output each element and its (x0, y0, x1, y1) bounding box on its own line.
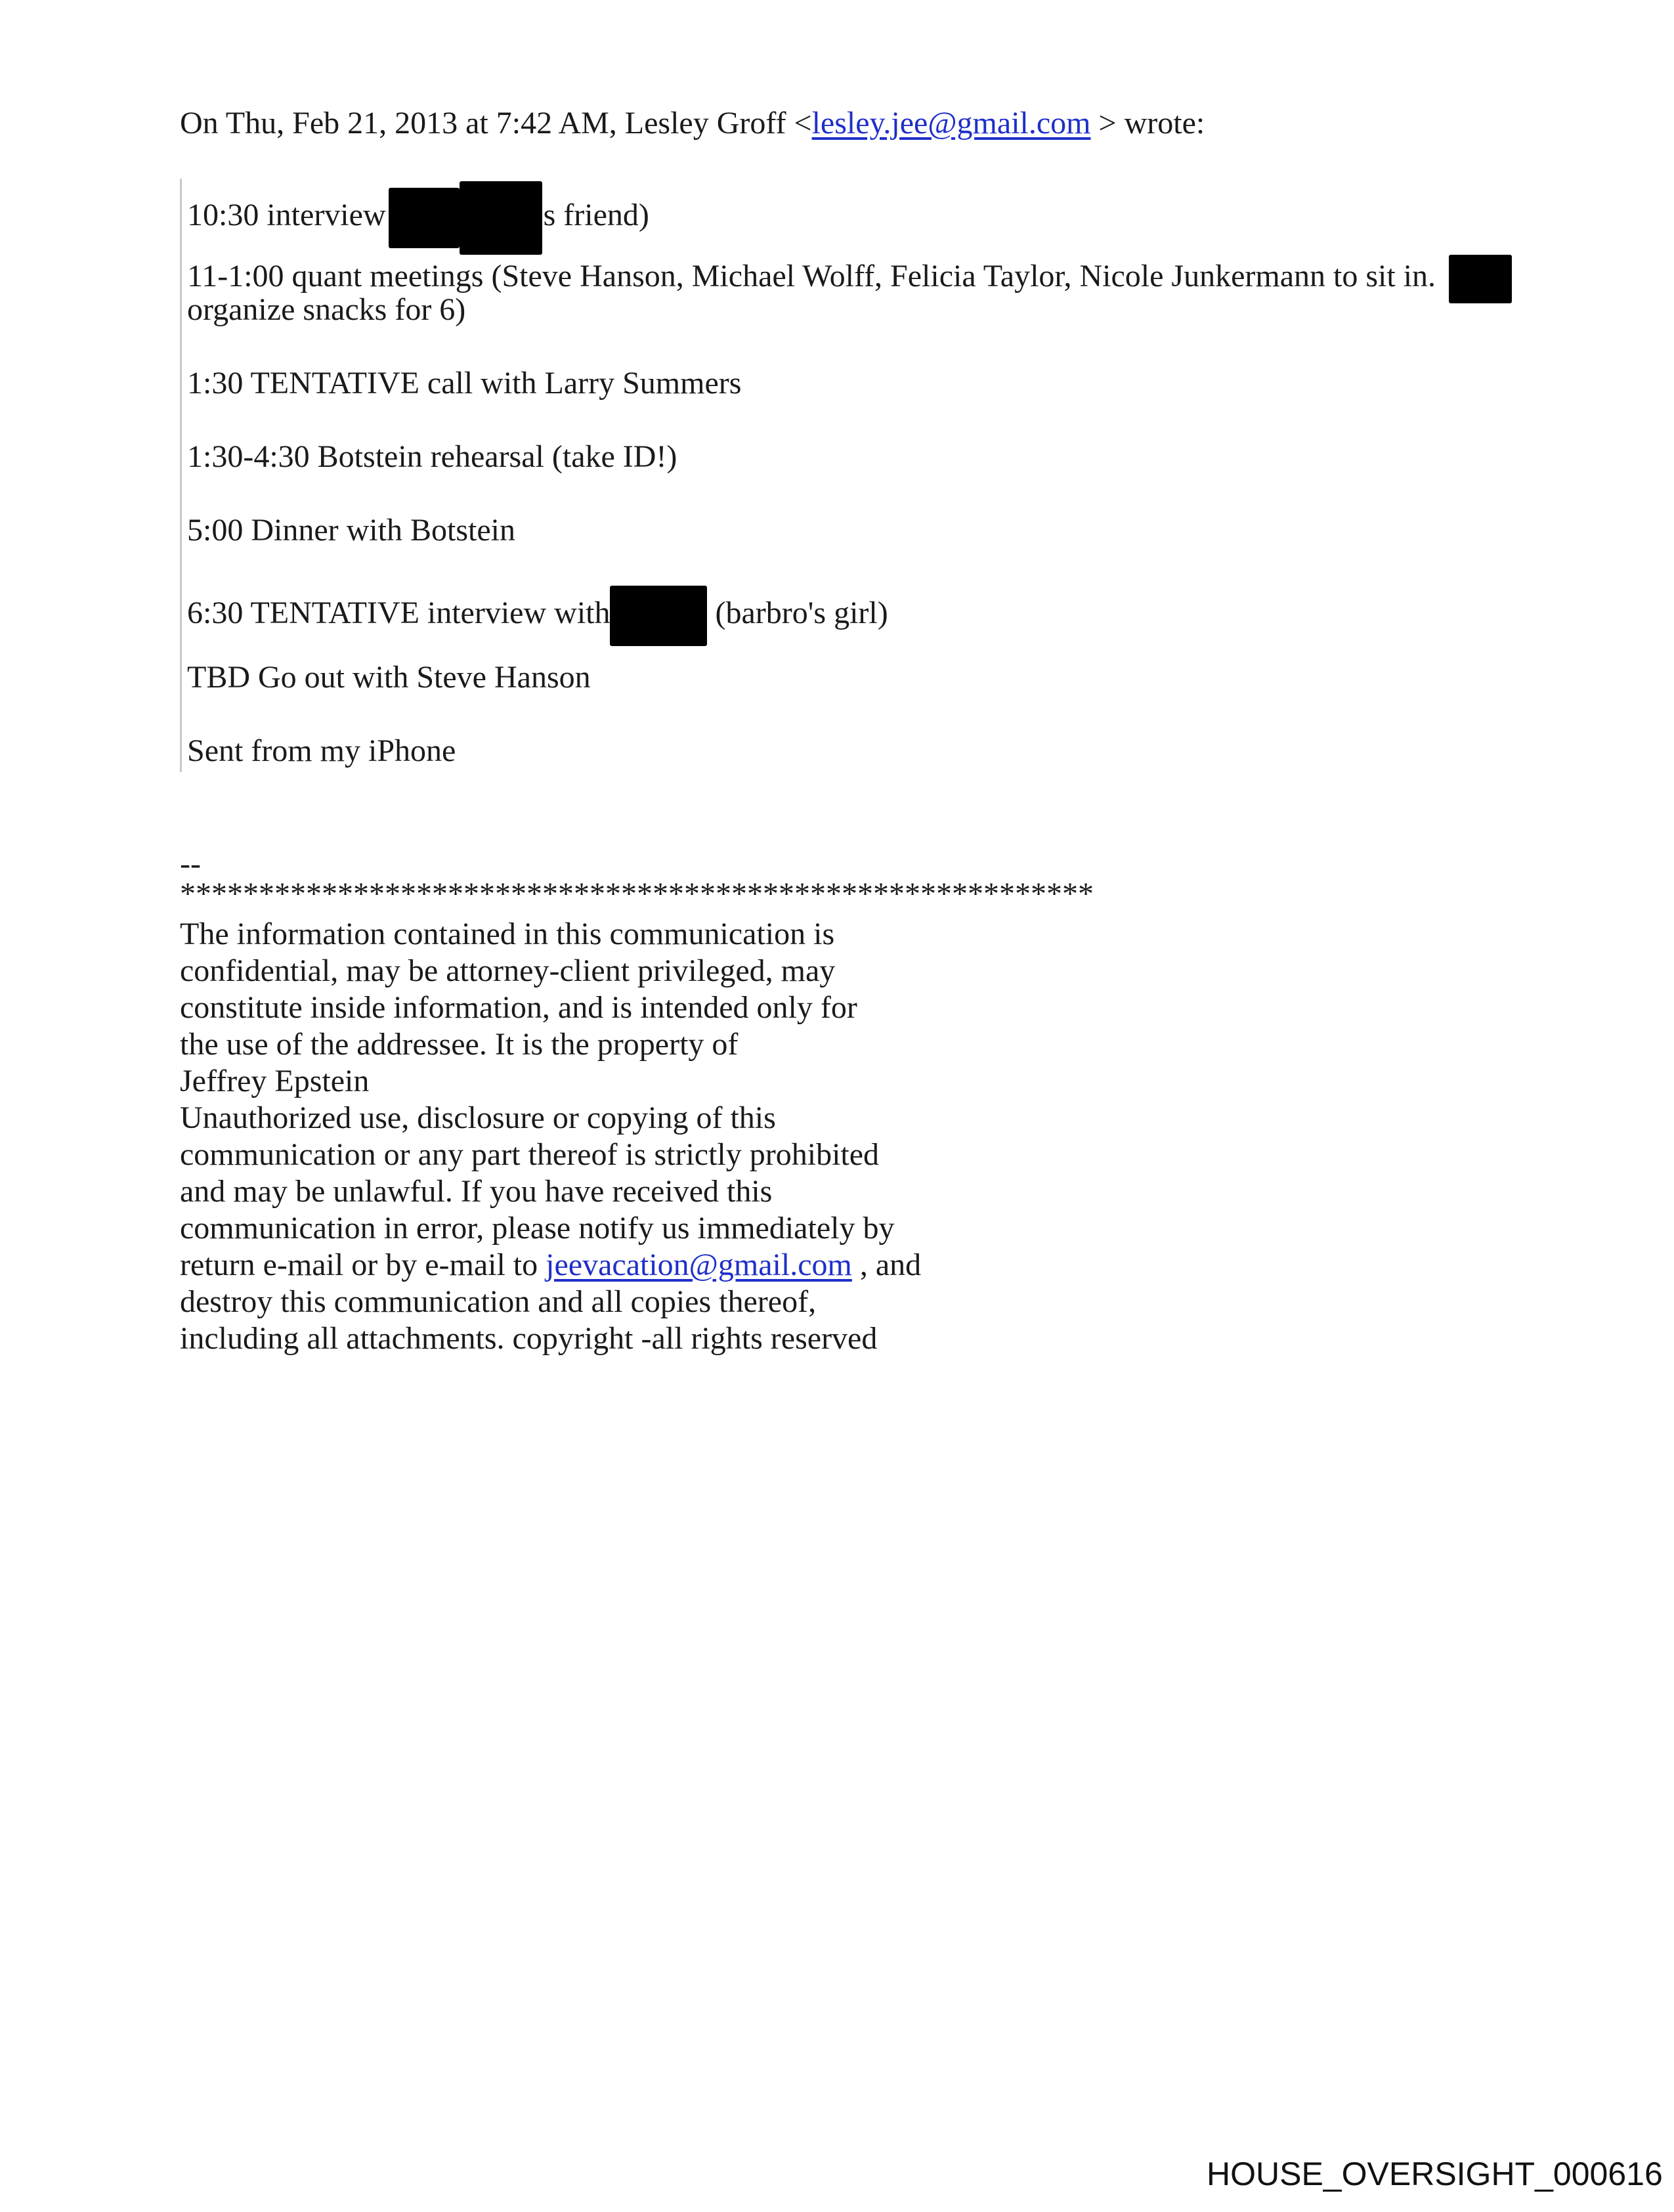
disclaimer-line: The information contained in this communication is (180, 917, 835, 951)
header-prefix: On Thu, Feb 21, 2013 at 7:42 AM, Lesley Groff < (180, 106, 812, 141)
schedule-line-snacks: organize snacks for 6) (187, 292, 466, 327)
schedule-line-interview (187, 181, 649, 255)
bates-number: HOUSE_OVERSIGHT_000616 (1207, 2156, 1663, 2192)
disclaimer-line: the use of the addressee. It is the property of (180, 1027, 739, 1062)
disclaimer-line: Jeffrey Epstein (180, 1064, 370, 1098)
disclaimer-line: communication or any part thereof is strictly prohibited (180, 1137, 880, 1172)
redaction-block (1449, 255, 1512, 303)
disclaimer-line: confidential, may be attorney-client privileged, may (180, 953, 836, 988)
disclaimer-line: destroy this communication and all copies thereof, (180, 1284, 817, 1319)
disclaimer-line: communication in error, please notify us immediately by (180, 1211, 895, 1246)
sender-email-link[interactable]: lesley.jee@gmail.com (811, 106, 1091, 141)
redaction-block (389, 188, 460, 248)
schedule-line-summers: 1:30 TENTATIVE call with Larry Summers (187, 366, 742, 401)
disclaimer-text: return e-mail or by e-mail to (180, 1247, 546, 1282)
schedule-text: 10:30 interview (187, 198, 386, 233)
schedule-line-evening-interview (187, 586, 888, 646)
schedule-line-rehearsal: 1:30-4:30 Botstein rehearsal (take ID!) (187, 439, 677, 474)
disclaimer-line: and may be unlawful. If you have received this (180, 1174, 773, 1209)
signature-dashes: -- (180, 846, 201, 881)
redaction-block (460, 181, 542, 255)
schedule-line-dinner: 5:00 Dinner with Botstein (187, 513, 515, 548)
disclaimer-text: , and (851, 1247, 922, 1282)
quoted-message (180, 179, 1587, 772)
disclaimer-line: including all attachments. copyright -all rights reserved (180, 1321, 878, 1356)
schedule-text: (barbro's girl) (707, 596, 888, 631)
schedule-text: s friend) (543, 198, 649, 233)
sent-from-line: Sent from my iPhone (187, 733, 456, 768)
disclaimer-line: constitute inside information, and is intended only for (180, 990, 857, 1025)
schedule-line-tbd: TBD Go out with Steve Hanson (187, 660, 591, 695)
confidentiality-notice (180, 916, 921, 1357)
redaction-block (610, 586, 707, 646)
contact-email-link[interactable]: jeevacation@gmail.com (546, 1247, 852, 1282)
schedule-text: 11-1:00 quant meetings (Steve Hanson, Michael Wolff, Felicia Taylor, Nicole Junkermann to sit in. (187, 259, 1436, 294)
disclaimer-line (180, 1247, 921, 1284)
schedule-text: 6:30 TENTATIVE interview with (187, 596, 611, 631)
disclaimer-line: Unauthorized use, disclosure or copying of this (180, 1100, 776, 1135)
quoted-header (180, 105, 1205, 142)
signature-stars: ********************************************************** (180, 877, 1094, 911)
header-suffix: > wrote: (1090, 106, 1205, 141)
